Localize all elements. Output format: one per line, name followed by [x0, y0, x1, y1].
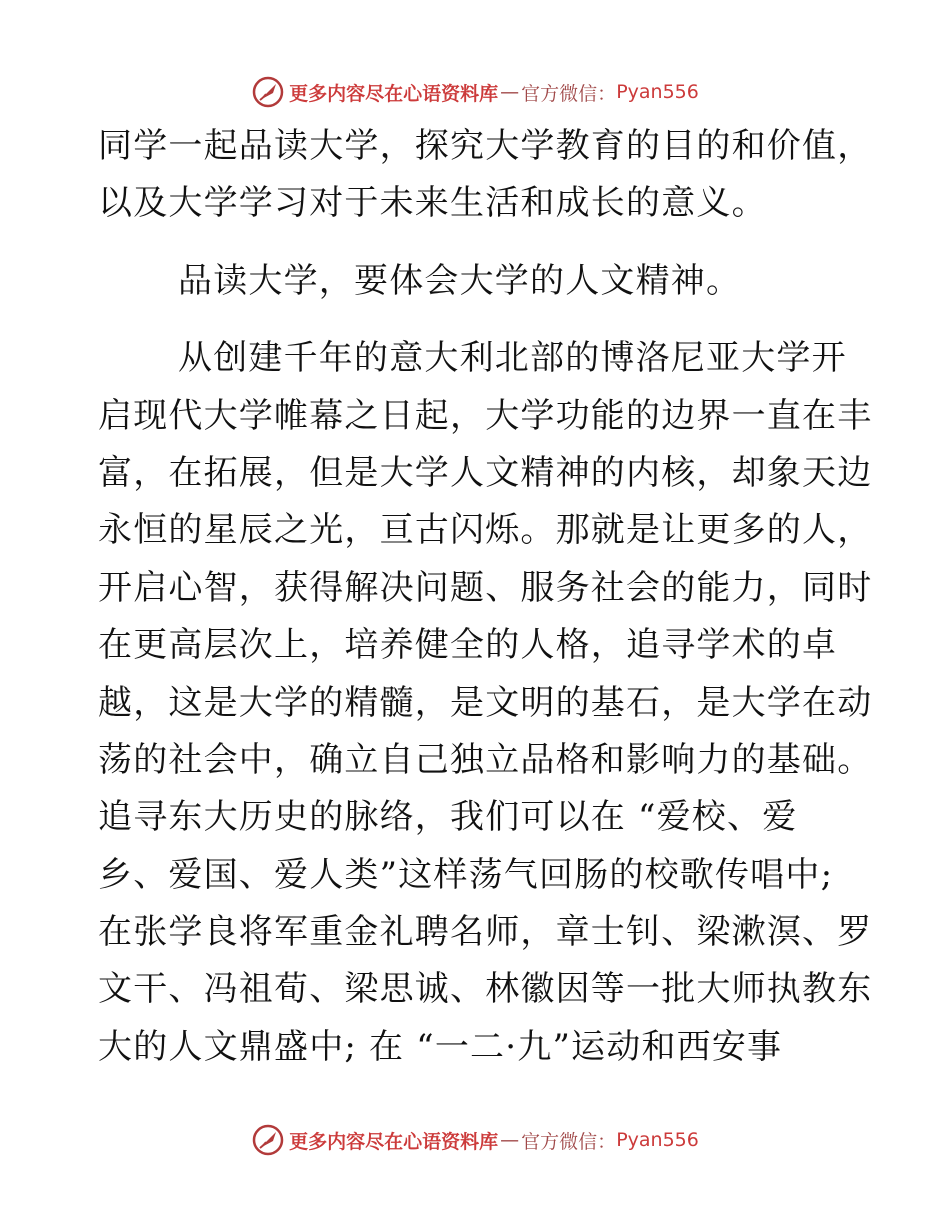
body-line: 荡的社会中，确立自己独立品格和影响力的基础。	[98, 739, 873, 780]
body-line: 在张学良将军重金礼聘名师，章士钊、梁漱溟、罗	[98, 912, 873, 953]
body-line: 富，在拓展，但是大学人文精神的内核，却象天边	[98, 452, 873, 493]
body-line: 开启心智，获得解决问题、服务社会的能力，同时	[98, 567, 873, 608]
body-line: 文干、冯祖荀、梁思诚、林徽因等一批大师执教东	[98, 969, 873, 1010]
body-line: 同学一起品读大学，探究大学教育的目的和价值，	[98, 126, 873, 166]
body-line: 乡、爱国、爱人类”这样荡气回肠的校歌传唱中;	[98, 854, 834, 895]
body-line: 从创建千年的意大利北部的博洛尼亚大学开	[178, 338, 847, 379]
body-line: 在更高层次上，培养健全的人格，追寻学术的卓	[98, 625, 838, 666]
body-line: 追寻东大历史的脉络，我们可以在 “爱校、爱	[98, 797, 798, 838]
quill-logo-icon	[251, 1123, 285, 1157]
footer-watermark	[0, 1120, 950, 1160]
body-line: 启现代大学帷幕之日起，大学功能的边界一直在丰	[98, 395, 873, 436]
body-line: 品读大学，要体会大学的人文精神。	[178, 260, 742, 301]
body-line: 越，这是大学的精髓，是文明的基石，是大学在动	[98, 682, 873, 723]
official-wechat-label: 官方微信：	[521, 1130, 617, 1153]
promo-text: 更多内容尽在心语资料库	[289, 82, 499, 105]
wechat-id: Pyan556	[616, 81, 699, 103]
wechat-id: Pyan556	[616, 1129, 699, 1151]
body-line: 大的人文鼎盛中; 在 “一二·九”运动和西安事	[98, 1026, 783, 1067]
promo-text: 更多内容尽在心语资料库	[289, 1130, 499, 1153]
body-line: 以及大学学习对于未来生活和成长的意义。	[98, 183, 767, 224]
header-watermark	[0, 72, 950, 112]
promo-dash: —	[500, 81, 520, 103]
quill-logo-icon	[251, 75, 285, 109]
body-line: 永恒的星辰之光，亘古闪烁。那就是让更多的人，	[98, 510, 873, 551]
official-wechat-label: 官方微信：	[521, 82, 617, 105]
promo-dash: —	[500, 1129, 520, 1151]
document-body	[98, 118, 873, 1076]
